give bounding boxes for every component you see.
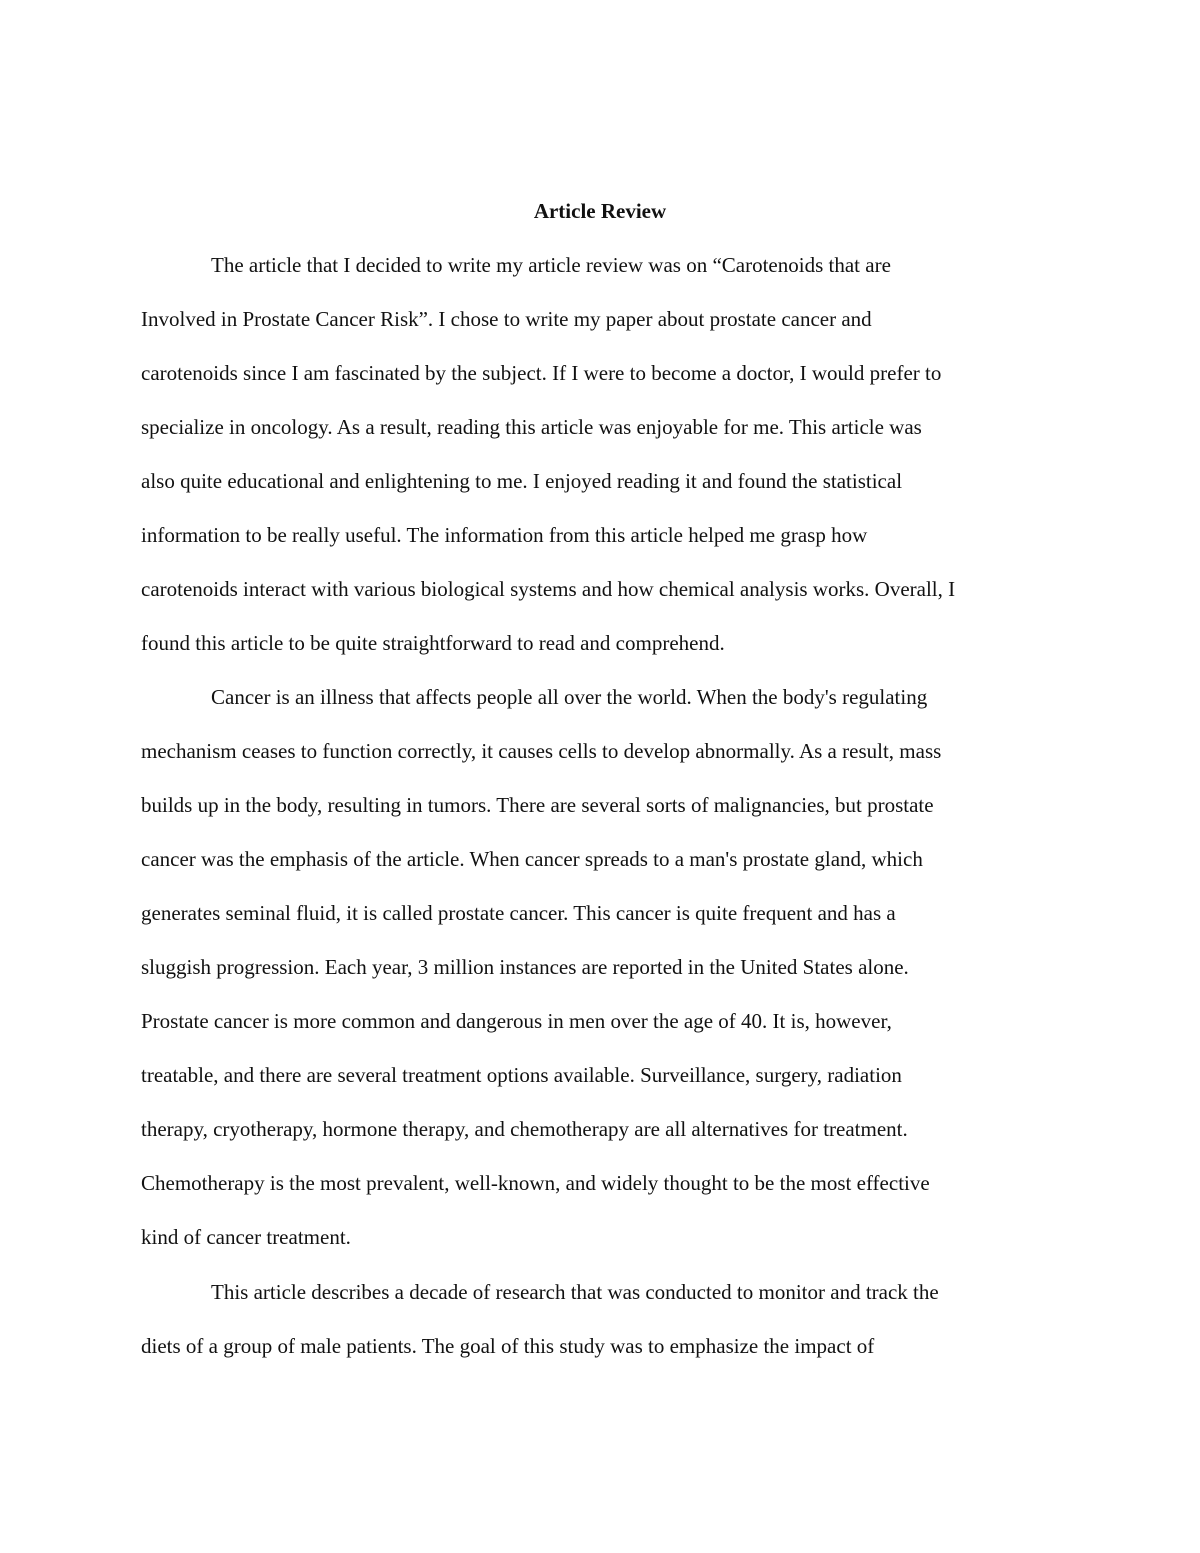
text-line: also quite educational and enlightening to me. I enjoyed reading it and found the statistical [141,469,903,493]
text-line: mechanism ceases to function correctly, it causes cells to develop abnormally. As a result, mass [141,739,942,763]
text-line: Chemotherapy is the most prevalent, well-known, and widely thought to be the most effective [141,1171,930,1195]
text-line: treatable, and there are several treatment options available. Surveillance, surgery, radiation [141,1063,902,1087]
text-line: Prostate cancer is more common and dangerous in men over the age of 40. It is, however, [141,1009,892,1033]
text-line: cancer was the emphasis of the article. When cancer spreads to a man's prostate gland, which [141,847,923,871]
text-line: therapy, cryotherapy, hormone therapy, and chemotherapy are all alternatives for treatment. [141,1117,908,1141]
text-line: found this article to be quite straightforward to read and comprehend. [141,631,725,655]
text-line: specialize in oncology. As a result, reading this article was enjoyable for me. This article was [141,415,922,439]
text-line: builds up in the body, resulting in tumors. There are several sorts of malignancies, but prostate [141,793,934,817]
text-line: sluggish progression. Each year, 3 million instances are reported in the United States alone. [141,955,909,979]
text-line: information to be really useful. The information from this article helped me grasp how [141,523,868,547]
text-line: generates seminal fluid, it is called prostate cancer. This cancer is quite frequent and has a [141,901,896,925]
text-line: This article describes a decade of research that was conducted to monitor and track the [211,1280,939,1304]
text-line: carotenoids since I am fascinated by the subject. If I were to become a doctor, I would prefer to [141,361,942,385]
text-line: carotenoids interact with various biological systems and how chemical analysis works. Overall, I [141,577,956,601]
text-line: Involved in Prostate Cancer Risk”. I chose to write my paper about prostate cancer and [141,307,872,331]
document-title: Article Review [533,199,667,223]
text-line: Cancer is an illness that affects people all over the world. When the body's regulating [211,685,928,709]
text-line: diets of a group of male patients. The goal of this study was to emphasize the impact of [141,1334,875,1358]
text-line: The article that I decided to write my article review was on “Carotenoids that are [211,253,891,277]
text-line: kind of cancer treatment. [141,1225,351,1249]
